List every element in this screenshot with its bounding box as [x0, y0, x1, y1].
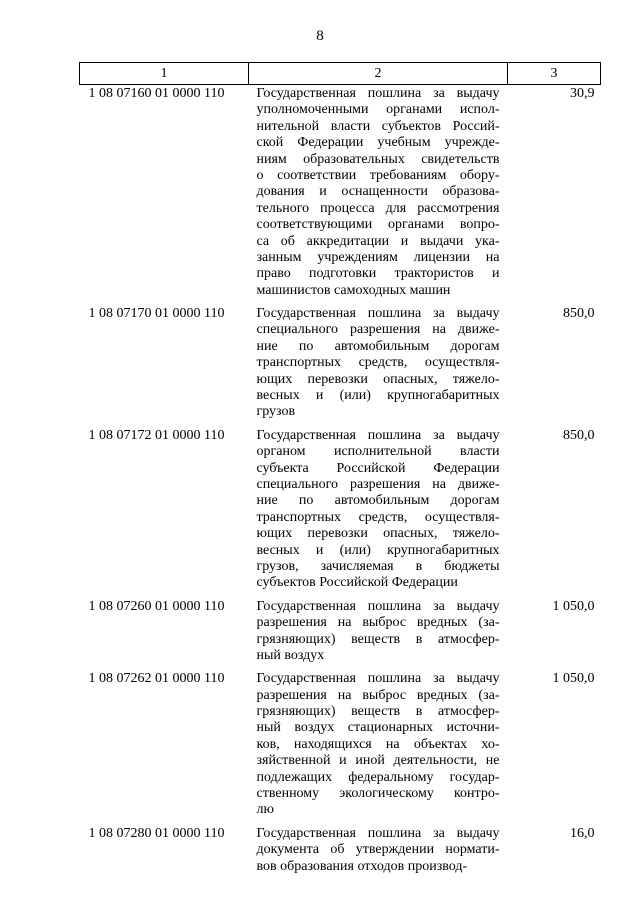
budget-code: 1 08 07280 01 0000 110: [88, 825, 225, 841]
budget-code: 1 08 07160 01 0000 110: [88, 86, 225, 101]
description-line: лю: [256, 802, 274, 818]
description-line: весных и (или) крупногабаритных: [256, 542, 500, 558]
description-line: тельного процесса для рассмотрения: [256, 200, 500, 216]
table-row: [80, 85, 601, 306]
description-line: субъекта Российской Федерации: [256, 460, 500, 476]
budget-code: 1 08 07170 01 0000 110: [88, 306, 225, 322]
description-line: ние по автомобильным дорогам: [256, 338, 500, 354]
fee-description: [249, 427, 508, 598]
fee-description: [249, 598, 508, 671]
description-line: машинистов самоходных машин: [256, 282, 451, 298]
fee-amount: 16,0: [570, 825, 595, 841]
description-line: о соответствии требованиям обору-: [256, 167, 500, 183]
table-row: [80, 598, 601, 671]
header-row: [80, 63, 601, 85]
description-line: дования и оснащенности образова-: [256, 184, 500, 200]
description-line: занным учреждениям лицензии на: [256, 249, 500, 265]
fee-description: [249, 825, 508, 881]
table-row: [80, 825, 601, 881]
description-line: Государственная пошлина за выдачу: [256, 427, 500, 443]
description-line: органом исполнительной власти: [256, 444, 500, 460]
table-row: [80, 305, 601, 427]
fee-amount: 850,0: [563, 427, 595, 443]
description-line: разрешения на выброс вредных (за-: [256, 615, 500, 631]
fee-amount: 1 050,0: [552, 598, 595, 614]
budget-code: 1 08 07260 01 0000 110: [88, 598, 225, 614]
description-line: ный воздух: [256, 647, 325, 663]
description-line: специального разрешения на движе-: [256, 322, 500, 338]
budget-code: 1 08 07262 01 0000 110: [88, 671, 225, 687]
table-header: [80, 63, 601, 85]
description-line: грязняющих) веществ в атмосфер-: [256, 704, 500, 720]
fee-table: [79, 62, 601, 881]
description-line: транспортных средств, осуществля-: [256, 509, 500, 525]
fee-amount: 1 050,0: [552, 671, 595, 687]
budget-code: 1 08 07172 01 0000 110: [88, 427, 225, 443]
description-line: соответствующими органами вопро-: [256, 217, 500, 233]
description-line: ющих перевозки опасных, тяжело-: [256, 371, 500, 387]
description-line: транспортных средств, осуществля-: [256, 355, 500, 371]
description-line: грузов, зачисляемая в бюджеты: [256, 558, 500, 574]
description-line: ющих перевозки опасных, тяжело-: [256, 526, 500, 542]
fee-amount: 30,9: [570, 86, 595, 101]
table-row: [80, 427, 601, 598]
description-line: Государственная пошлина за выдачу: [256, 306, 500, 322]
description-line: нительной власти субъектов Россий-: [256, 118, 500, 134]
description-line: подлежащих федеральному государ-: [256, 769, 500, 785]
description-line: специального разрешения на движе-: [256, 476, 500, 492]
description-line: документа об утверждении нормати-: [256, 842, 500, 858]
description-line: грязняющих) веществ в атмосфер-: [256, 631, 500, 647]
fee-description: [249, 670, 508, 825]
description-line: Государственная пошлина за выдачу: [256, 86, 500, 101]
description-line: право подготовки трактористов и: [256, 266, 500, 282]
page-number: 8: [316, 28, 324, 44]
fee-description: [249, 305, 508, 427]
description-line: ниям образовательных свидетельств: [256, 151, 500, 167]
description-line: субъектов Российской Федерации: [256, 575, 458, 591]
description-line: ние по автомобильным дорогам: [256, 493, 500, 509]
description-line: грузов: [256, 404, 296, 420]
description-line: вов образования отходов производ-: [256, 858, 468, 874]
description-line: ской Федерации учебным учрежде-: [256, 135, 500, 151]
fee-amount: 850,0: [563, 306, 595, 322]
table-row: [80, 670, 601, 825]
table-body: [80, 85, 601, 881]
description-line: са об аккредитации и выдачи ука-: [256, 233, 500, 249]
description-line: ственному экологическому контро-: [256, 786, 500, 802]
description-line: Государственная пошлина за выдачу: [256, 825, 500, 841]
description-line: разрешения на выброс вредных (за-: [256, 687, 500, 703]
description-line: Государственная пошлина за выдачу: [256, 598, 500, 614]
description-line: Государственная пошлина за выдачу: [256, 671, 500, 687]
description-line: зяйственной и иной деятельности, не: [256, 753, 500, 769]
description-line: весных и (или) крупногабаритных: [256, 388, 500, 404]
description-line: уполномоченными органами испол-: [256, 102, 500, 118]
fee-description: [249, 85, 508, 306]
column-header-amount: 3: [508, 63, 601, 85]
column-header-description: 2: [249, 63, 508, 85]
column-header-code: 1: [80, 63, 249, 85]
description-line: ков, находящихся на объектах хо-: [256, 736, 500, 752]
description-line: ный воздух стационарных источни-: [256, 720, 500, 736]
